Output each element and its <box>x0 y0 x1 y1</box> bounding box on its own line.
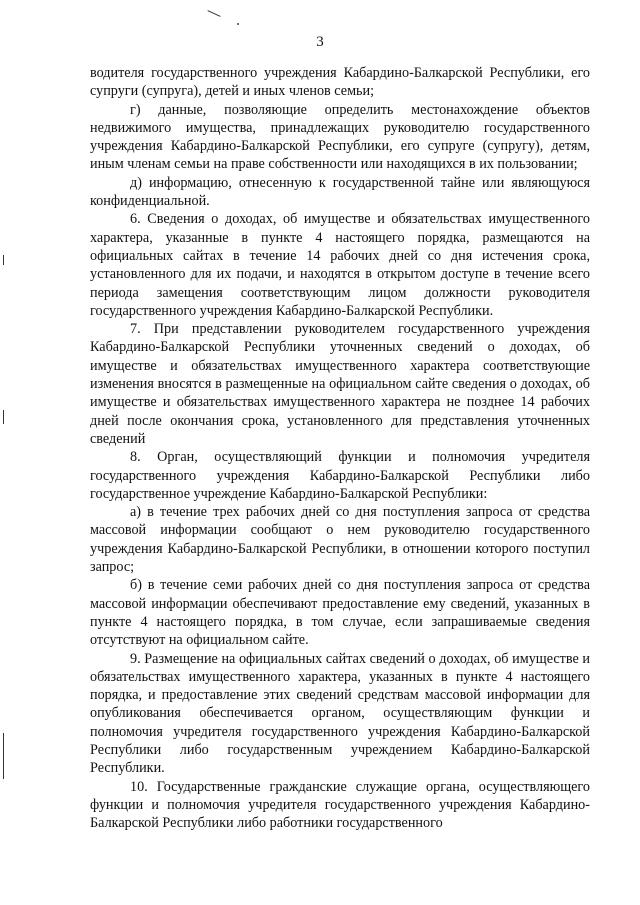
paragraph-10: 10. Государственные гражданские служащие органа, осуществляющего функции и полномочия учредителя государственного учреждения Кабардино-Балкарской Республики либо работники государственного <box>90 778 590 832</box>
paragraph-6: 6. Сведения о доходах, об имуществе и обязательствах имущественного характера, указанные в пункте 4 настоящего порядка, размещаются на официальных сайтах в течение 14 рабочих дней со дня истечения срока, установленного для их подачи, и находятся в открытом доступе в течение всего периода замещения соответствующим лицом должности руководителя государственного учреждения Кабардино-Балкарской Республики. <box>90 211 590 319</box>
paragraph-9: 9. Размещение на официальных сайтах сведений о доходах, об имуществе и обязательствах имущественного характера, указанных в пункте 4 настоящего порядка, и предоставление этих сведений средствам массовой информации для опубликования обеспечивается органом, осуществляющим функции и полномочия учредителя государственного учреждения Кабардино-Балкарской Республики либо государственным учреждением Кабардино-Балкарской Республики. <box>90 650 590 777</box>
paragraph-d: д) информацию, отнесенную к государственной тайне или являющуюся конфиденциальной. <box>90 174 590 210</box>
paragraph-7: 7. При представлении руководителем государственного учреждения Кабардино-Балкарской Республики уточненных сведений о доходах, об имуществе и обязательствах имущественного характера соответствующие изменения вносятся в размещенные на официальном сайте сведения о доходах, об имуществе и обязательствах имущественного характера не позднее 14 рабочих дней после окончания срока, установленного для представления уточненных сведений <box>90 321 590 447</box>
scan-mark-left-3 <box>3 733 4 779</box>
paragraph-8: 8. Орган, осуществляющий функции и полномочия учредителя государственного учреждения Кабардино-Балкарской Республики либо государственное учреждение Кабардино-Балкарской Республики: <box>90 449 590 502</box>
scan-speck <box>237 23 239 25</box>
document-body <box>90 64 590 832</box>
page-number: 3 <box>316 34 324 50</box>
paragraph-continued: водителя государственного учреждения Кабардино-Балкарской Республики, его супруги (супруга), детей и иных членов семьи; <box>90 65 590 100</box>
scan-mark-left-2 <box>3 410 4 424</box>
scan-mark-top <box>207 10 220 17</box>
scan-mark-left-1 <box>3 255 4 265</box>
paragraph-8b: б) в течение семи рабочих дней со дня поступления запроса от средства массовой информации обеспечивают предоставление ему сведений, указанных в пункте 4 настоящего порядка, в том случае, если запрашиваемые сведения отсутствуют на официальном сайте. <box>90 577 590 649</box>
paragraph-g: г) данные, позволяющие определить местонахождение объектов недвижимого имущества, принадлежащих руководителю государственного учреждения Кабардино-Балкарской Республики, его супруге (супругу), детям, иным членам семьи на праве собственности или находящихся в их пользовании; <box>90 101 590 173</box>
paragraph-8a: а) в течение трех рабочих дней со дня поступления запроса от средства массовой информации сообщают о нем руководителю государственного учреждения Кабардино-Балкарской Республики, в отношении которого поступил запрос; <box>90 504 590 576</box>
